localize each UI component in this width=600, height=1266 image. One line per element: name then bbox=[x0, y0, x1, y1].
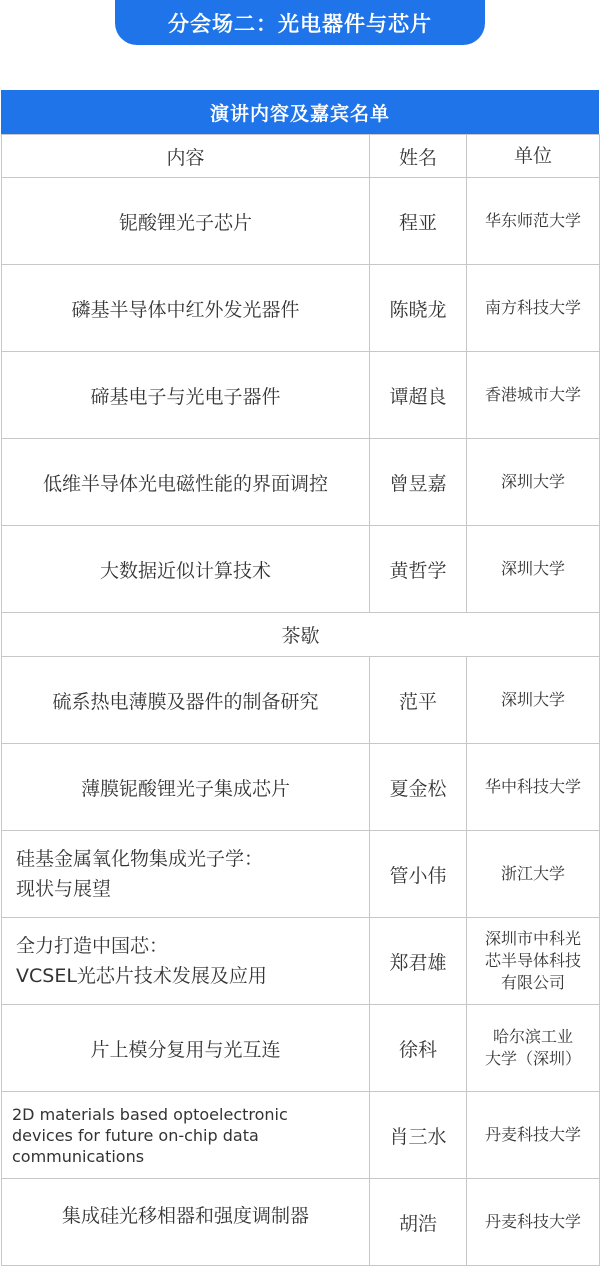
speaker-unit-line: 华东师范大学 bbox=[484, 211, 581, 230]
speaker-unit-line: 香港城市大学 bbox=[484, 385, 581, 404]
table-banner-title: 演讲内容及嘉宾名单 bbox=[209, 102, 390, 125]
talk-title-line: 2D materials based optoelectronic bbox=[12, 1104, 288, 1124]
talk-title-line: 磷基半导体中红外发光器件 bbox=[71, 298, 300, 321]
speaker-unit-line: 华中科技大学 bbox=[484, 777, 581, 796]
header-unit: 单位 bbox=[467, 135, 600, 178]
table-row bbox=[2, 526, 600, 613]
speaker-name: 夏金松 bbox=[370, 744, 467, 831]
table-row bbox=[2, 1005, 600, 1092]
talk-title bbox=[2, 1005, 370, 1092]
talk-title-line: communications bbox=[12, 1146, 145, 1166]
speaker-unit-line: 芯半导体科技 bbox=[484, 951, 581, 970]
speaker-unit bbox=[467, 1092, 600, 1179]
speaker-unit-line: 丹麦科技大学 bbox=[484, 1125, 581, 1144]
speaker-name: 肖三水 bbox=[370, 1092, 467, 1179]
speaker-name: 陈晓龙 bbox=[370, 265, 467, 352]
talk-title bbox=[2, 526, 370, 613]
table-row bbox=[2, 1092, 600, 1179]
speaker-name: 程亚 bbox=[370, 178, 467, 265]
table-row bbox=[2, 831, 600, 918]
speaker-name: 郑君雄 bbox=[370, 918, 467, 1005]
table-row bbox=[2, 1179, 600, 1266]
table-row bbox=[2, 439, 600, 526]
talk-title bbox=[2, 352, 370, 439]
talk-title bbox=[2, 439, 370, 526]
speaker-table bbox=[1, 90, 599, 1266]
speaker-unit bbox=[467, 831, 600, 918]
talk-title-line: devices for future on-chip data bbox=[12, 1125, 259, 1145]
speaker-unit-line: 丹麦科技大学 bbox=[484, 1212, 581, 1231]
talk-title-line: 大数据近似计算技术 bbox=[99, 559, 271, 582]
talk-title-line: 硅基金属氧化物集成光子学： bbox=[16, 848, 264, 870]
speaker-unit bbox=[467, 657, 600, 744]
session-title: 分会场二：光电器件与芯片 bbox=[168, 11, 432, 36]
talk-title bbox=[2, 1179, 370, 1266]
table-row bbox=[2, 352, 600, 439]
speaker-unit bbox=[467, 352, 600, 439]
speaker-unit-line: 南方科技大学 bbox=[484, 298, 581, 317]
speaker-name: 胡浩 bbox=[370, 1179, 467, 1266]
table-banner bbox=[1, 90, 599, 134]
talk-title-line: 硫系热电薄膜及器件的制备研究 bbox=[52, 690, 319, 713]
table-row bbox=[2, 178, 600, 265]
speaker-unit-line: 深圳大学 bbox=[500, 690, 565, 709]
table-row bbox=[2, 657, 600, 744]
break-label: 茶歇 bbox=[2, 613, 600, 657]
speaker-unit bbox=[467, 526, 600, 613]
talk-title-line: 碲基电子与光电子器件 bbox=[90, 385, 281, 408]
table-row bbox=[2, 744, 600, 831]
talk-title bbox=[2, 1092, 370, 1179]
speaker-unit bbox=[467, 918, 600, 1005]
speaker-unit-line: 哈尔滨工业 bbox=[492, 1027, 573, 1046]
talk-title-line: 集成硅光移相器和强度调制器 bbox=[61, 1205, 309, 1227]
speaker-name: 徐科 bbox=[370, 1005, 467, 1092]
speaker-name: 黄哲学 bbox=[370, 526, 467, 613]
speaker-name: 曾昱嘉 bbox=[370, 439, 467, 526]
talk-title bbox=[2, 831, 370, 918]
table-header-row bbox=[2, 135, 600, 178]
session-title-banner bbox=[115, 0, 485, 45]
speaker-unit-line: 大学（深圳） bbox=[484, 1049, 581, 1068]
talk-title-line: 片上模分复用与光互连 bbox=[90, 1038, 281, 1061]
talk-title-line: 低维半导体光电磁性能的界面调控 bbox=[42, 472, 328, 495]
talk-title bbox=[2, 178, 370, 265]
talk-title-line: 薄膜铌酸锂光子集成芯片 bbox=[80, 777, 290, 800]
speaker-name: 谭超良 bbox=[370, 352, 467, 439]
speaker-unit-line: 浙江大学 bbox=[500, 864, 565, 883]
speaker-unit-line: 深圳大学 bbox=[500, 559, 565, 578]
speaker-unit bbox=[467, 265, 600, 352]
speaker-unit bbox=[467, 178, 600, 265]
talk-title-line: 全力打造中国芯： bbox=[16, 935, 169, 957]
talk-title bbox=[2, 918, 370, 1005]
speaker-unit-line: 有限公司 bbox=[500, 973, 565, 992]
speaker-unit-line: 深圳大学 bbox=[500, 472, 565, 491]
header-name: 姓名 bbox=[370, 135, 467, 178]
break-row bbox=[2, 613, 600, 657]
speaker-name: 范平 bbox=[370, 657, 467, 744]
talk-title-line: VCSEL光芯片技术发展及应用 bbox=[16, 965, 267, 987]
table-row bbox=[2, 265, 600, 352]
table-row bbox=[2, 918, 600, 1005]
speaker-unit bbox=[467, 1179, 600, 1266]
speaker-unit bbox=[467, 439, 600, 526]
talk-title-line: 现状与展望 bbox=[16, 878, 112, 900]
talk-title bbox=[2, 657, 370, 744]
talk-title-line: 铌酸锂光子芯片 bbox=[118, 211, 252, 234]
header-content: 内容 bbox=[2, 135, 370, 178]
speaker-name: 管小伟 bbox=[370, 831, 467, 918]
speaker-unit bbox=[467, 744, 600, 831]
speaker-unit-line: 深圳市中科光 bbox=[484, 929, 581, 948]
talk-title bbox=[2, 265, 370, 352]
talk-title bbox=[2, 744, 370, 831]
speaker-list bbox=[1, 134, 600, 1266]
speaker-unit bbox=[467, 1005, 600, 1092]
